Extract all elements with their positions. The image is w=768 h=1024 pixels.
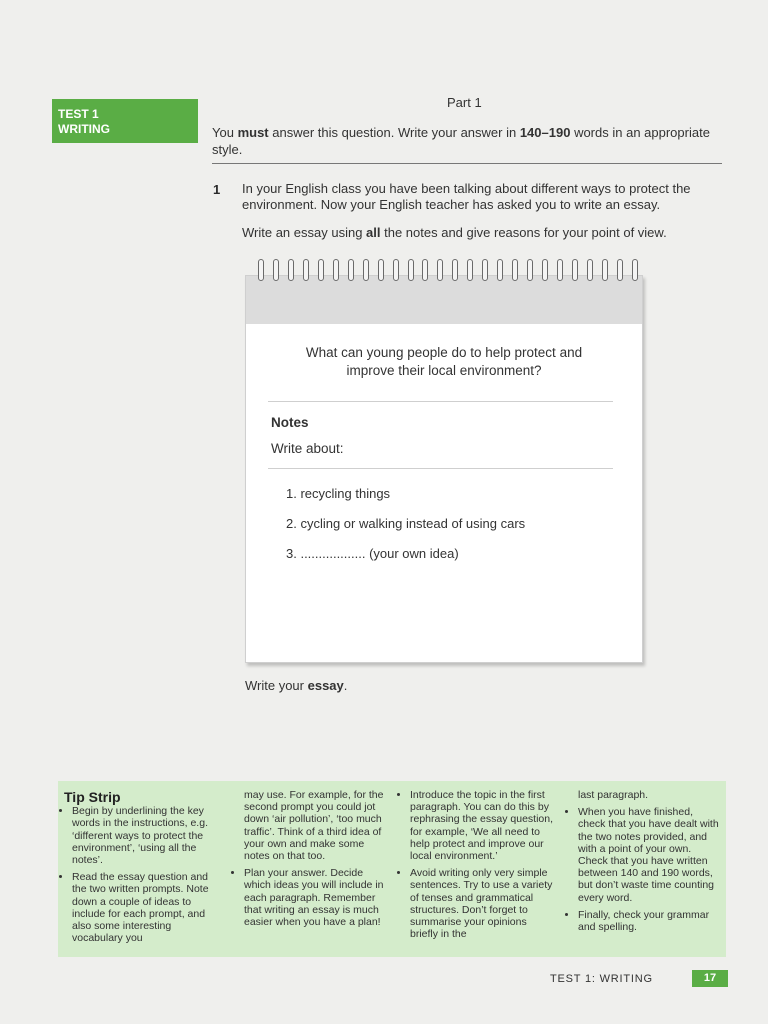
spiral-ring xyxy=(258,259,264,281)
question-text: In your English class you have been talking about different ways to protect the environment. Now your English teacher has asked you to write an essay. xyxy=(242,181,691,212)
instructions-must: must xyxy=(237,125,269,140)
spiral-ring xyxy=(557,259,563,281)
tip-continuation: may use. For example, for the second prompt you could jot down ‘air pollution’, ‘too much traffic’. Think of a third idea of your own and make some notes on that too. xyxy=(244,789,384,863)
question-notes-instruction xyxy=(242,225,712,240)
tip-strip xyxy=(58,781,726,957)
tip-continuation: last paragraph. xyxy=(578,789,649,801)
write-essay-bold: essay xyxy=(307,678,344,693)
spiral-ring xyxy=(303,259,309,281)
write-essay-post: . xyxy=(343,678,348,693)
word-range: 140–190 xyxy=(519,125,571,140)
tip-item: • Plan your answer. Decide which ideas you will include in each paragraph. Remember that writing an essay is much easier when you have a plan! xyxy=(244,867,388,928)
tip-item: • Read the essay question and the two written prompts. Note down a couple of ideas to include for each prompt, and also some interesting vocabulary you xyxy=(72,871,220,944)
divider-line xyxy=(212,163,722,164)
test-writing-badge xyxy=(52,99,198,143)
tip-item: • Finally, check your grammar and spelling. xyxy=(578,909,722,933)
spiral-ring xyxy=(602,259,608,281)
spiral-ring xyxy=(632,259,638,281)
page-number: 17 xyxy=(692,970,728,987)
task-instructions xyxy=(212,124,722,158)
tip-item: • Introduce the topic in the first paragraph. You can do this by rephrasing the essay question, for example, ‘We all need to help protect and improve our local environment.’ xyxy=(410,789,556,862)
write-essay-instruction xyxy=(245,678,347,693)
footer-section-label: TEST 1: WRITING xyxy=(550,973,653,985)
spiral-ring xyxy=(452,259,458,281)
spiral-ring xyxy=(437,259,443,281)
spiral-ring xyxy=(422,259,428,281)
instructions-mid: answer this question. Write your answer in xyxy=(268,125,520,140)
spiral-ring xyxy=(393,259,399,281)
spiral-ring xyxy=(527,259,533,281)
notepad-rule xyxy=(268,468,613,469)
instructions-post: words in an appropriate style. xyxy=(212,125,710,157)
write-essay-pre: Write your xyxy=(245,678,308,693)
tip-column-3 xyxy=(396,789,556,945)
notes-title: Notes xyxy=(271,415,309,430)
tip-item: • Begin by underlining the key words in the instructions, e.g. ‘different ways to protect the environment’, ‘using all the notes’. xyxy=(72,805,220,866)
notepad-rule xyxy=(268,401,613,402)
note-item: 3. .................. (your own idea) xyxy=(286,546,459,561)
spiral-ring xyxy=(587,259,593,281)
spiral-ring xyxy=(348,259,354,281)
spiral-ring xyxy=(512,259,518,281)
tip-column-2 xyxy=(230,789,388,933)
spiral-ring xyxy=(617,259,623,281)
tip-column-1 xyxy=(58,789,220,949)
spiral-ring xyxy=(467,259,473,281)
notes-pre: Write an essay using xyxy=(242,225,367,240)
tip-column-4 xyxy=(564,789,722,938)
essay-question xyxy=(246,344,642,380)
spiral-ring xyxy=(572,259,578,281)
spiral-ring xyxy=(363,259,369,281)
spiral-ring xyxy=(497,259,503,281)
notes-list xyxy=(286,486,525,576)
instructions-pre: You xyxy=(212,125,238,140)
note-item: 2. cycling or walking instead of using cars xyxy=(286,516,526,531)
essay-question-text: What can young people do to help protect and improve their local environment? xyxy=(305,345,583,378)
notepad xyxy=(245,275,643,663)
write-about-label: Write about: xyxy=(271,441,344,456)
badge-line-1: TEST 1 xyxy=(58,107,99,121)
spiral-ring xyxy=(318,259,324,281)
notepad-spiral-binding xyxy=(258,259,638,285)
spiral-ring xyxy=(408,259,414,281)
tip-item: • Avoid writing only very simple sentences. Try to use a variety of tenses and grammatical structures. Don’t forget to summarise your opinions briefly in the xyxy=(410,867,556,940)
notes-post: the notes and give reasons for your point of view. xyxy=(380,225,667,240)
spiral-ring xyxy=(482,259,488,281)
spiral-ring xyxy=(288,259,294,281)
question-number: 1 xyxy=(213,182,221,197)
spiral-ring xyxy=(273,259,279,281)
spiral-ring xyxy=(378,259,384,281)
badge-line-2: WRITING xyxy=(58,122,110,136)
notes-all: all xyxy=(366,225,381,240)
tip-strip-title: Tip Strip xyxy=(64,789,121,805)
spiral-ring xyxy=(333,259,339,281)
spiral-ring xyxy=(542,259,548,281)
note-item: 1. recycling things xyxy=(286,486,391,501)
tip-item: • When you have finished, check that you have dealt with the two notes provided, and with a point of your own. Check that you have written between 140 and 190 words, but don’t waste time counting every word. xyxy=(578,806,722,904)
part-title: Part 1 xyxy=(447,95,482,110)
